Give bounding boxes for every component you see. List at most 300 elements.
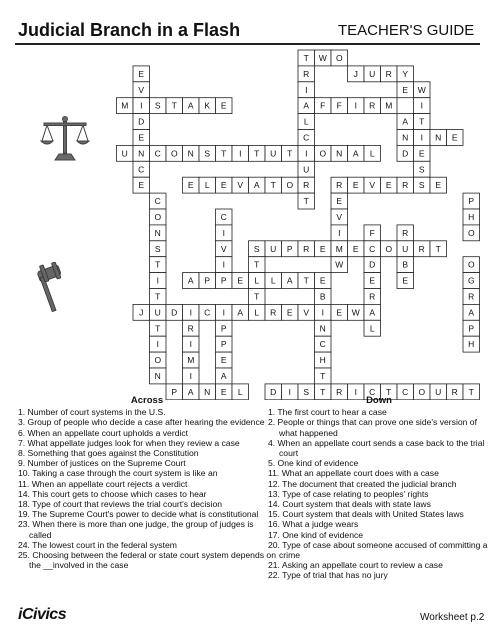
- crossword-letter: T: [254, 291, 260, 302]
- crossword-cell: [397, 66, 414, 82]
- clue-across: 24. The lowest court in the federal system: [18, 539, 177, 550]
- crossword-cell: [348, 241, 365, 257]
- crossword-cell: [150, 98, 167, 114]
- crossword-cell: [463, 257, 480, 273]
- crossword-letter: S: [303, 386, 310, 397]
- crossword-cell: [364, 241, 381, 257]
- crossword-cell: [414, 145, 431, 161]
- crossword-cell: [298, 98, 315, 114]
- crossword-letter: R: [336, 180, 343, 191]
- crossword-cell: [381, 98, 398, 114]
- clue-down: 11. What an appellate court does with a case: [268, 468, 439, 479]
- crossword-cell: [216, 336, 233, 352]
- crossword-letter: H: [319, 355, 326, 366]
- crossword-letter: L: [254, 275, 260, 286]
- crossword-letter: T: [270, 180, 276, 191]
- crossword-letter: I: [140, 100, 143, 111]
- crossword-letter: E: [286, 307, 293, 318]
- crossword-letter: E: [352, 180, 359, 191]
- crossword-letter: T: [303, 52, 309, 63]
- crossword-letter: E: [352, 243, 359, 254]
- crossword-letter: T: [303, 196, 309, 207]
- crossword-letter: E: [435, 180, 442, 191]
- crossword-letter: I: [222, 259, 225, 270]
- clue-across: 6. When an appellate court upholds a verdict: [18, 427, 189, 438]
- clue-down: 1. The first court to hear a case: [268, 407, 387, 418]
- crossword-cell: [265, 177, 282, 193]
- crossword-letter: T: [303, 275, 309, 286]
- crossword-cell: [150, 209, 167, 225]
- crossword-cell: [150, 304, 167, 320]
- crossword-letter: T: [287, 148, 293, 159]
- crossword-letter: S: [253, 243, 260, 254]
- crossword-letter: P: [204, 275, 211, 286]
- crossword-letter: R: [369, 100, 376, 111]
- crossword-cell: [232, 177, 249, 193]
- crossword-cell: [265, 273, 282, 289]
- crossword-letter: T: [320, 370, 326, 381]
- down-clues: [268, 396, 490, 581]
- crossword-cell: [414, 98, 431, 114]
- crossword-letter: E: [187, 180, 194, 191]
- crossword-cell: [331, 145, 348, 161]
- crossword-cell: [249, 273, 266, 289]
- crossword-letter: U: [435, 386, 442, 397]
- clue-across: 18. Type of court that reviews the trial court's decision: [18, 499, 223, 510]
- crossword-cell: [315, 368, 332, 384]
- crossword-letter: I: [156, 275, 159, 286]
- crossword-letter: V: [303, 307, 310, 318]
- crossword-cell: [463, 209, 480, 225]
- crossword-letter: E: [220, 386, 227, 397]
- clue-across: 8. Something that goes against the Constitution: [18, 448, 199, 459]
- crossword-cell: [414, 177, 431, 193]
- crossword-letter: E: [220, 100, 227, 111]
- crossword-letter: C: [402, 386, 409, 397]
- crossword-letter: E: [402, 84, 409, 95]
- clue-across: 14. This court gets to choose which cases to hear: [18, 488, 207, 499]
- crossword-cell: [133, 82, 150, 98]
- crossword-letter: M: [385, 100, 393, 111]
- crossword-cell: [414, 82, 431, 98]
- crossword-letter: A: [402, 116, 409, 127]
- crossword-cell: [150, 352, 167, 368]
- crossword-letter: U: [121, 148, 128, 159]
- crossword-cell: [397, 145, 414, 161]
- crossword-cell: [315, 273, 332, 289]
- crossword-letter: C: [303, 132, 310, 143]
- crossword-cell: [150, 145, 167, 161]
- crossword-cell: [282, 145, 299, 161]
- crossword-cell: [199, 177, 216, 193]
- clue-across: 23. When there is more than one judge, the group of judges is called: [18, 519, 254, 540]
- crossword-cell: [315, 320, 332, 336]
- crossword-cell: [232, 273, 249, 289]
- crossword-cell: [315, 336, 332, 352]
- crossword-letter: S: [418, 164, 425, 175]
- crossword-letter: L: [369, 323, 375, 334]
- crossword-cell: [298, 66, 315, 82]
- clue-down: 5. One kind of evidence: [268, 458, 359, 469]
- crossword-letter: P: [171, 386, 178, 397]
- crossword-cell: [150, 193, 167, 209]
- crossword-cell: [381, 241, 398, 257]
- crossword-cell: [331, 241, 348, 257]
- crossword-letter: A: [369, 307, 376, 318]
- crossword-cell: [315, 352, 332, 368]
- crossword-cell: [133, 114, 150, 130]
- crossword-letter: J: [139, 307, 144, 318]
- crossword-cell: [414, 114, 431, 130]
- crossword-cell: [331, 257, 348, 273]
- down-heading: Down: [366, 395, 392, 406]
- crossword-cell: [216, 368, 233, 384]
- crossword-letter: L: [254, 307, 260, 318]
- crossword-letter: O: [335, 52, 343, 63]
- clue-down: 17. One kind of evidence: [268, 529, 364, 540]
- crossword-cell: [150, 368, 167, 384]
- crossword-cell: [397, 257, 414, 273]
- crossword-letter: R: [336, 386, 343, 397]
- crossword-cell: [414, 130, 431, 146]
- crossword-letter: E: [319, 243, 326, 254]
- crossword-cell: [364, 257, 381, 273]
- crossword-letter: T: [435, 243, 441, 254]
- crossword-letter: O: [467, 227, 475, 238]
- crossword-cell: [265, 241, 282, 257]
- crossword-cell: [199, 273, 216, 289]
- crossword-cell: [397, 241, 414, 257]
- crossword-cell: [298, 161, 315, 177]
- crossword-letter: R: [303, 243, 310, 254]
- crossword-cell: [331, 50, 348, 66]
- clue-list-across: [18, 407, 276, 570]
- crossword-cell: [381, 66, 398, 82]
- crossword-letter: T: [254, 148, 260, 159]
- crossword-letter: T: [468, 386, 474, 397]
- crossword-letter: T: [221, 148, 227, 159]
- crossword-cell: [315, 50, 332, 66]
- crossword-cell: [150, 273, 167, 289]
- crossword-cell: [331, 304, 348, 320]
- crossword-cell: [199, 304, 216, 320]
- crossword-letter: V: [138, 84, 145, 95]
- crossword-letter: I: [305, 84, 308, 95]
- crossword-letter: L: [369, 148, 375, 159]
- crossword-cell: [249, 177, 266, 193]
- crossword-letter: D: [402, 148, 409, 159]
- clue-across: 7. What appellate judges look for when they review a case: [18, 437, 240, 448]
- clue-down: 15. Court system that deals with United States laws: [268, 509, 464, 520]
- crossword-cell: [216, 304, 233, 320]
- crossword-cell: [364, 320, 381, 336]
- crossword-cell: [298, 50, 315, 66]
- crossword-cell: [133, 145, 150, 161]
- crossword-letter: O: [154, 355, 162, 366]
- crossword-cell: [133, 98, 150, 114]
- crossword-letter: C: [220, 211, 227, 222]
- across-clues: [18, 396, 276, 570]
- crossword-letter: L: [237, 386, 243, 397]
- crossword-letter: U: [270, 148, 277, 159]
- crossword-letter: F: [369, 227, 375, 238]
- crossword-cell: [348, 98, 365, 114]
- crossword-cell: [265, 304, 282, 320]
- clue-down: 20. Type of case about someone accused of committing a crime: [268, 539, 488, 561]
- crossword-letter: P: [286, 243, 293, 254]
- crossword-letter: I: [189, 307, 192, 318]
- crossword-cell: [133, 130, 150, 146]
- crossword-letter: E: [138, 132, 145, 143]
- crossword-letter: L: [303, 116, 309, 127]
- teachers-guide-label: TEACHER'S GUIDE: [338, 22, 475, 39]
- crossword-letter: E: [336, 307, 343, 318]
- crossword-letter: C: [319, 339, 326, 350]
- crossword-cell: [282, 177, 299, 193]
- crossword-cell: [183, 352, 200, 368]
- crossword-letter: W: [318, 52, 327, 63]
- crossword-letter: A: [286, 275, 293, 286]
- crossword-cell: [298, 145, 315, 161]
- crossword-letter: V: [220, 243, 227, 254]
- crossword-letter: P: [220, 323, 227, 334]
- crossword-letter: I: [354, 386, 357, 397]
- across-heading: Across: [130, 395, 164, 406]
- crossword-letter: I: [354, 100, 357, 111]
- crossword-letter: D: [171, 307, 178, 318]
- crossword-letter: N: [336, 148, 343, 159]
- crossword-letter: E: [138, 180, 145, 191]
- crossword-letter: N: [154, 227, 161, 238]
- crossword-cell: [298, 273, 315, 289]
- crossword-letter: H: [468, 339, 475, 350]
- crossword-letter: T: [155, 323, 161, 334]
- clue-down: 4. When an appellate court sends a case back to the trial court: [268, 437, 485, 459]
- crossword-cell: [397, 225, 414, 241]
- crossword-letter: R: [187, 323, 194, 334]
- icivics-logo: iCivics: [18, 606, 67, 623]
- crossword-letter: T: [386, 386, 392, 397]
- crossword-letter: N: [138, 148, 145, 159]
- crossword-cell: [348, 304, 365, 320]
- crossword-cell: [315, 241, 332, 257]
- crossword-cell: [348, 66, 365, 82]
- crossword-letter: V: [336, 211, 343, 222]
- crossword-letter: H: [468, 211, 475, 222]
- crossword-letter: S: [154, 243, 161, 254]
- clue-across: 3. Group of people who decide a case after hearing the evidence: [18, 417, 265, 428]
- crossword-letter: A: [220, 370, 227, 381]
- crossword-letter: R: [402, 180, 409, 191]
- crossword-letter: C: [154, 148, 161, 159]
- crossword-cell: [430, 241, 447, 257]
- clue-down: 22. Type of trial that has no jury: [268, 570, 388, 581]
- crossword-letter: I: [305, 148, 308, 159]
- crossword-cell: [282, 273, 299, 289]
- crossword-cell: [463, 273, 480, 289]
- crossword-letter: M: [335, 243, 343, 254]
- crossword-letter: N: [154, 370, 161, 381]
- crossword-letter: B: [402, 259, 409, 270]
- crossword-cell: [133, 66, 150, 82]
- crossword-letter: E: [336, 196, 343, 207]
- crossword-letter: N: [435, 132, 442, 143]
- crossword-letter: C: [154, 196, 161, 207]
- crossword-letter: A: [187, 275, 194, 286]
- crossword-letter: U: [303, 164, 310, 175]
- crossword-cell: [133, 177, 150, 193]
- crossword-letter: M: [121, 100, 129, 111]
- crossword-cell: [447, 130, 464, 146]
- crossword-letter: R: [451, 386, 458, 397]
- crossword-cell: [249, 289, 266, 305]
- crossword-cell: [150, 241, 167, 257]
- crossword-letter: I: [156, 339, 159, 350]
- page-label: Worksheet p.2: [420, 612, 485, 623]
- crossword-letter: N: [402, 132, 409, 143]
- crossword-letter: W: [417, 84, 426, 95]
- crossword-cell: [150, 320, 167, 336]
- crossword-letter: C: [204, 307, 211, 318]
- crossword-cell: [364, 145, 381, 161]
- crossword-cell: [397, 177, 414, 193]
- crossword-cell: [265, 145, 282, 161]
- crossword-letter: A: [237, 307, 244, 318]
- crossword-letter: P: [468, 323, 475, 334]
- clue-across: 25. Choosing between the federal or state court system depends on the __involved in the case: [18, 550, 276, 571]
- crossword-cell: [216, 209, 233, 225]
- crossword-cell: [216, 98, 233, 114]
- crossword-cell: [315, 98, 332, 114]
- crossword-cell: [183, 98, 200, 114]
- crossword-cell: [249, 145, 266, 161]
- crossword-cell: [430, 177, 447, 193]
- crossword-letter: O: [319, 148, 327, 159]
- crossword-letter: T: [419, 116, 425, 127]
- clue-down: 13. Type of case relating to peoples' rights: [268, 488, 429, 499]
- crossword-letter: G: [467, 275, 475, 286]
- crossword-cell: [364, 66, 381, 82]
- crossword-letter: I: [222, 227, 225, 238]
- crossword-letter: P: [220, 275, 227, 286]
- crossword-letter: I: [420, 100, 423, 111]
- clue-across: 1. Number of court systems in the U.S.: [18, 407, 166, 418]
- crossword-cell: [216, 320, 233, 336]
- crossword-letter: O: [154, 211, 162, 222]
- clue-across: 9. Number of justices on the Supreme Court: [18, 458, 186, 469]
- crossword-cell: [133, 304, 150, 320]
- crossword-letter: E: [220, 355, 227, 366]
- crossword-letter: F: [336, 100, 342, 111]
- crossword-letter: N: [319, 323, 326, 334]
- crossword-letter: E: [369, 275, 376, 286]
- crossword-cell: [348, 145, 365, 161]
- crossword-cell: [315, 145, 332, 161]
- crossword-cell: [414, 161, 431, 177]
- crossword-letter: N: [204, 386, 211, 397]
- clues-section: [18, 395, 488, 606]
- crossword-letter: E: [220, 180, 227, 191]
- crossword-cell: [216, 145, 233, 161]
- crossword-letter: A: [187, 100, 194, 111]
- crossword-cell: [282, 304, 299, 320]
- clue-across: 11. When an appellate court rejects a verdict: [18, 478, 188, 489]
- crossword-cell: [298, 114, 315, 130]
- crossword-cell: [414, 241, 431, 257]
- crossword-letter: T: [171, 100, 177, 111]
- crossword-cell: [463, 304, 480, 320]
- crossword-cell: [331, 193, 348, 209]
- crossword-letter: F: [320, 100, 326, 111]
- crossword-cell: [364, 273, 381, 289]
- crossword-letter: I: [189, 370, 192, 381]
- clue-across: 19. The Supreme Court's power to decide what is constitutional: [18, 509, 259, 520]
- crossword-letter: O: [286, 180, 294, 191]
- crossword-cell: [315, 304, 332, 320]
- crossword-cell: [199, 145, 216, 161]
- crossword-letter: S: [154, 100, 161, 111]
- crossword-letter: U: [154, 307, 161, 318]
- crossword-cell: [150, 225, 167, 241]
- crossword-cell: [282, 241, 299, 257]
- crossword-letter: W: [351, 307, 360, 318]
- crossword-cell: [183, 273, 200, 289]
- crossword-letter: R: [402, 227, 409, 238]
- crossword-letter: A: [352, 148, 359, 159]
- crossword-letter: E: [237, 275, 244, 286]
- crossword-letter: E: [319, 275, 326, 286]
- crossword-cell: [216, 352, 233, 368]
- crossword-letter: I: [321, 307, 324, 318]
- clue-down: 16. What a judge wears: [268, 519, 359, 530]
- crossword-letter: T: [155, 259, 161, 270]
- crossword-letter: I: [189, 339, 192, 350]
- crossword-cell: [216, 257, 233, 273]
- crossword-letter: V: [369, 180, 376, 191]
- crossword-letter: T: [254, 259, 260, 270]
- crossword-letter: U: [270, 243, 277, 254]
- crossword-cell: [364, 304, 381, 320]
- crossword-cell: [364, 177, 381, 193]
- crossword-cell: [117, 145, 134, 161]
- crossword-cell: [364, 225, 381, 241]
- crossword-letter: Y: [402, 68, 409, 79]
- crossword-letter: C: [369, 386, 376, 397]
- crossword-letter: S: [204, 148, 211, 159]
- crossword-cell: [331, 177, 348, 193]
- crossword-cell: [463, 320, 480, 336]
- crossword-cell: [298, 241, 315, 257]
- crossword-letter: T: [320, 386, 326, 397]
- crossword-cell: [298, 304, 315, 320]
- crossword-letter: A: [187, 386, 194, 397]
- crossword-cell: [463, 336, 480, 352]
- crossword-cell: [430, 130, 447, 146]
- crossword-letter: R: [418, 243, 425, 254]
- crossword-cell: [216, 225, 233, 241]
- crossword-cell: [463, 225, 480, 241]
- crossword-letter: D: [369, 259, 376, 270]
- crossword-letter: W: [335, 259, 344, 270]
- crossword-letter: L: [204, 180, 210, 191]
- crossword-letter: R: [270, 307, 277, 318]
- crossword-letter: I: [288, 386, 291, 397]
- crossword-cell: [117, 98, 134, 114]
- crossword-letter: D: [138, 116, 145, 127]
- crossword-cell: [199, 98, 216, 114]
- crossword-cell: [298, 193, 315, 209]
- crossword-letter: K: [204, 100, 211, 111]
